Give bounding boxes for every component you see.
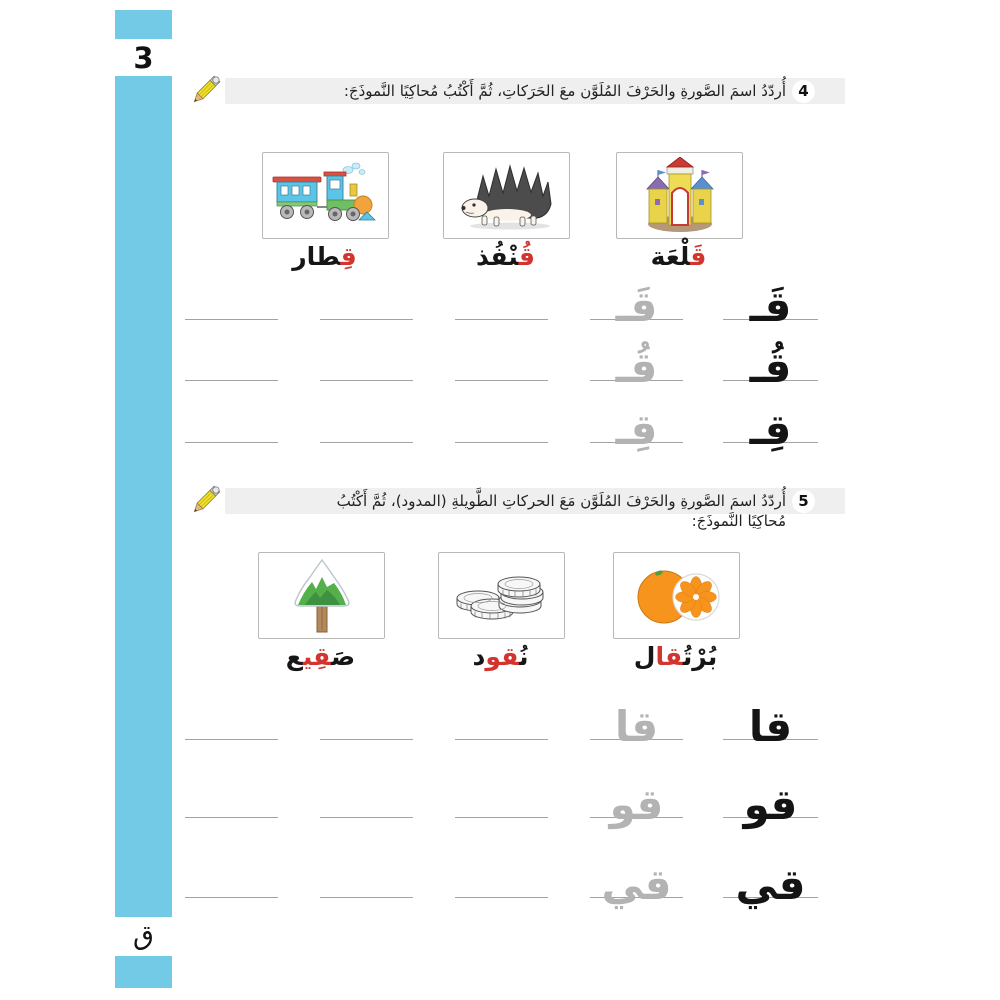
writing-line — [455, 319, 548, 320]
writing-line — [455, 817, 548, 818]
model-letter-qa-fatha: قَـ — [749, 282, 792, 331]
writing-line — [320, 442, 413, 443]
writing-line — [320, 897, 413, 898]
model-letter-qa-damma: قُـ — [749, 343, 792, 392]
writing-line — [185, 739, 278, 740]
model-letter-qa-kasra: قِـ — [749, 405, 792, 454]
model-letter-qii: قي — [735, 860, 806, 909]
writing-line — [320, 319, 413, 320]
word-label-orange: بُرْتُ‍‍قال — [633, 642, 718, 671]
writing-line — [455, 442, 548, 443]
word-label-hedgehog: قُ‍‍نْفُذ — [475, 242, 535, 271]
writing-line — [185, 442, 278, 443]
picture-card-frost-tree — [258, 552, 385, 639]
writing-line — [320, 739, 413, 740]
word-label-frost: صَ‍‍قِي‍‍ع — [285, 642, 356, 671]
picture-card-coins — [438, 552, 565, 639]
model-letter-qaa: قا — [748, 702, 793, 751]
train-illustration — [270, 160, 382, 232]
letter-tab: ق — [133, 920, 154, 951]
writing-line — [185, 380, 278, 381]
exercise4-instruction: أُردّدُ اسمَ الصَّورةِ والحَرْفَ المُلَوَّن معَ الحَرَكاتِ، ثُمَّ أَكْتُبُ مُحاكِيًا النَّموذَجَ: — [343, 82, 786, 100]
page-number: 3 — [133, 41, 154, 75]
writing-line — [185, 897, 278, 898]
writing-line — [455, 897, 548, 898]
picture-card-hedgehog — [443, 152, 570, 239]
trace-letter-qaa: قا — [614, 702, 659, 751]
coins-illustration — [446, 560, 558, 632]
exercise5-number-badge: 5 — [792, 490, 815, 513]
word-label-train: قِ‍‍طار — [292, 242, 357, 271]
trace-letter-quu: قو — [609, 780, 664, 829]
picture-card-train — [262, 152, 389, 239]
castle-illustration — [624, 157, 736, 235]
writing-line — [185, 319, 278, 320]
hedgehog-illustration — [451, 160, 563, 232]
writing-line — [320, 380, 413, 381]
trace-letter-qii: قي — [601, 860, 672, 909]
frost-tree-illustration — [266, 556, 378, 636]
exercise5-instruction: أُردّدُ اسمَ الصَّورةِ والحَرْفَ المُلَوَّن مَعَ الحركاتِ الطَّويلةِ (المدود)، ثُمَّ أَكْتُبُ مُحاكِيًا النَّموذَجَ: — [336, 492, 786, 530]
orange-illustration — [621, 557, 733, 635]
writing-line — [455, 380, 548, 381]
picture-card-orange — [613, 552, 740, 639]
picture-card-castle — [616, 152, 743, 239]
trace-letter-qa-fatha: قَـ — [615, 282, 658, 331]
writing-line — [320, 817, 413, 818]
writing-line — [185, 817, 278, 818]
word-label-castle: قَ‍‍لْعَة — [650, 242, 707, 271]
trace-letter-qa-damma: قُـ — [615, 343, 658, 392]
pencil-icon — [186, 72, 224, 110]
writing-line — [455, 739, 548, 740]
pencil-icon — [186, 482, 224, 520]
word-label-coins: نُ‍‍قود — [472, 642, 529, 671]
exercise4-number-badge: 4 — [792, 80, 815, 103]
sidebar-bar-top — [115, 10, 172, 39]
sidebar-bar-bottom — [115, 956, 172, 988]
model-letter-quu: قو — [743, 780, 798, 829]
sidebar-bar-middle — [115, 76, 172, 917]
trace-letter-qa-kasra: قِـ — [615, 405, 658, 454]
